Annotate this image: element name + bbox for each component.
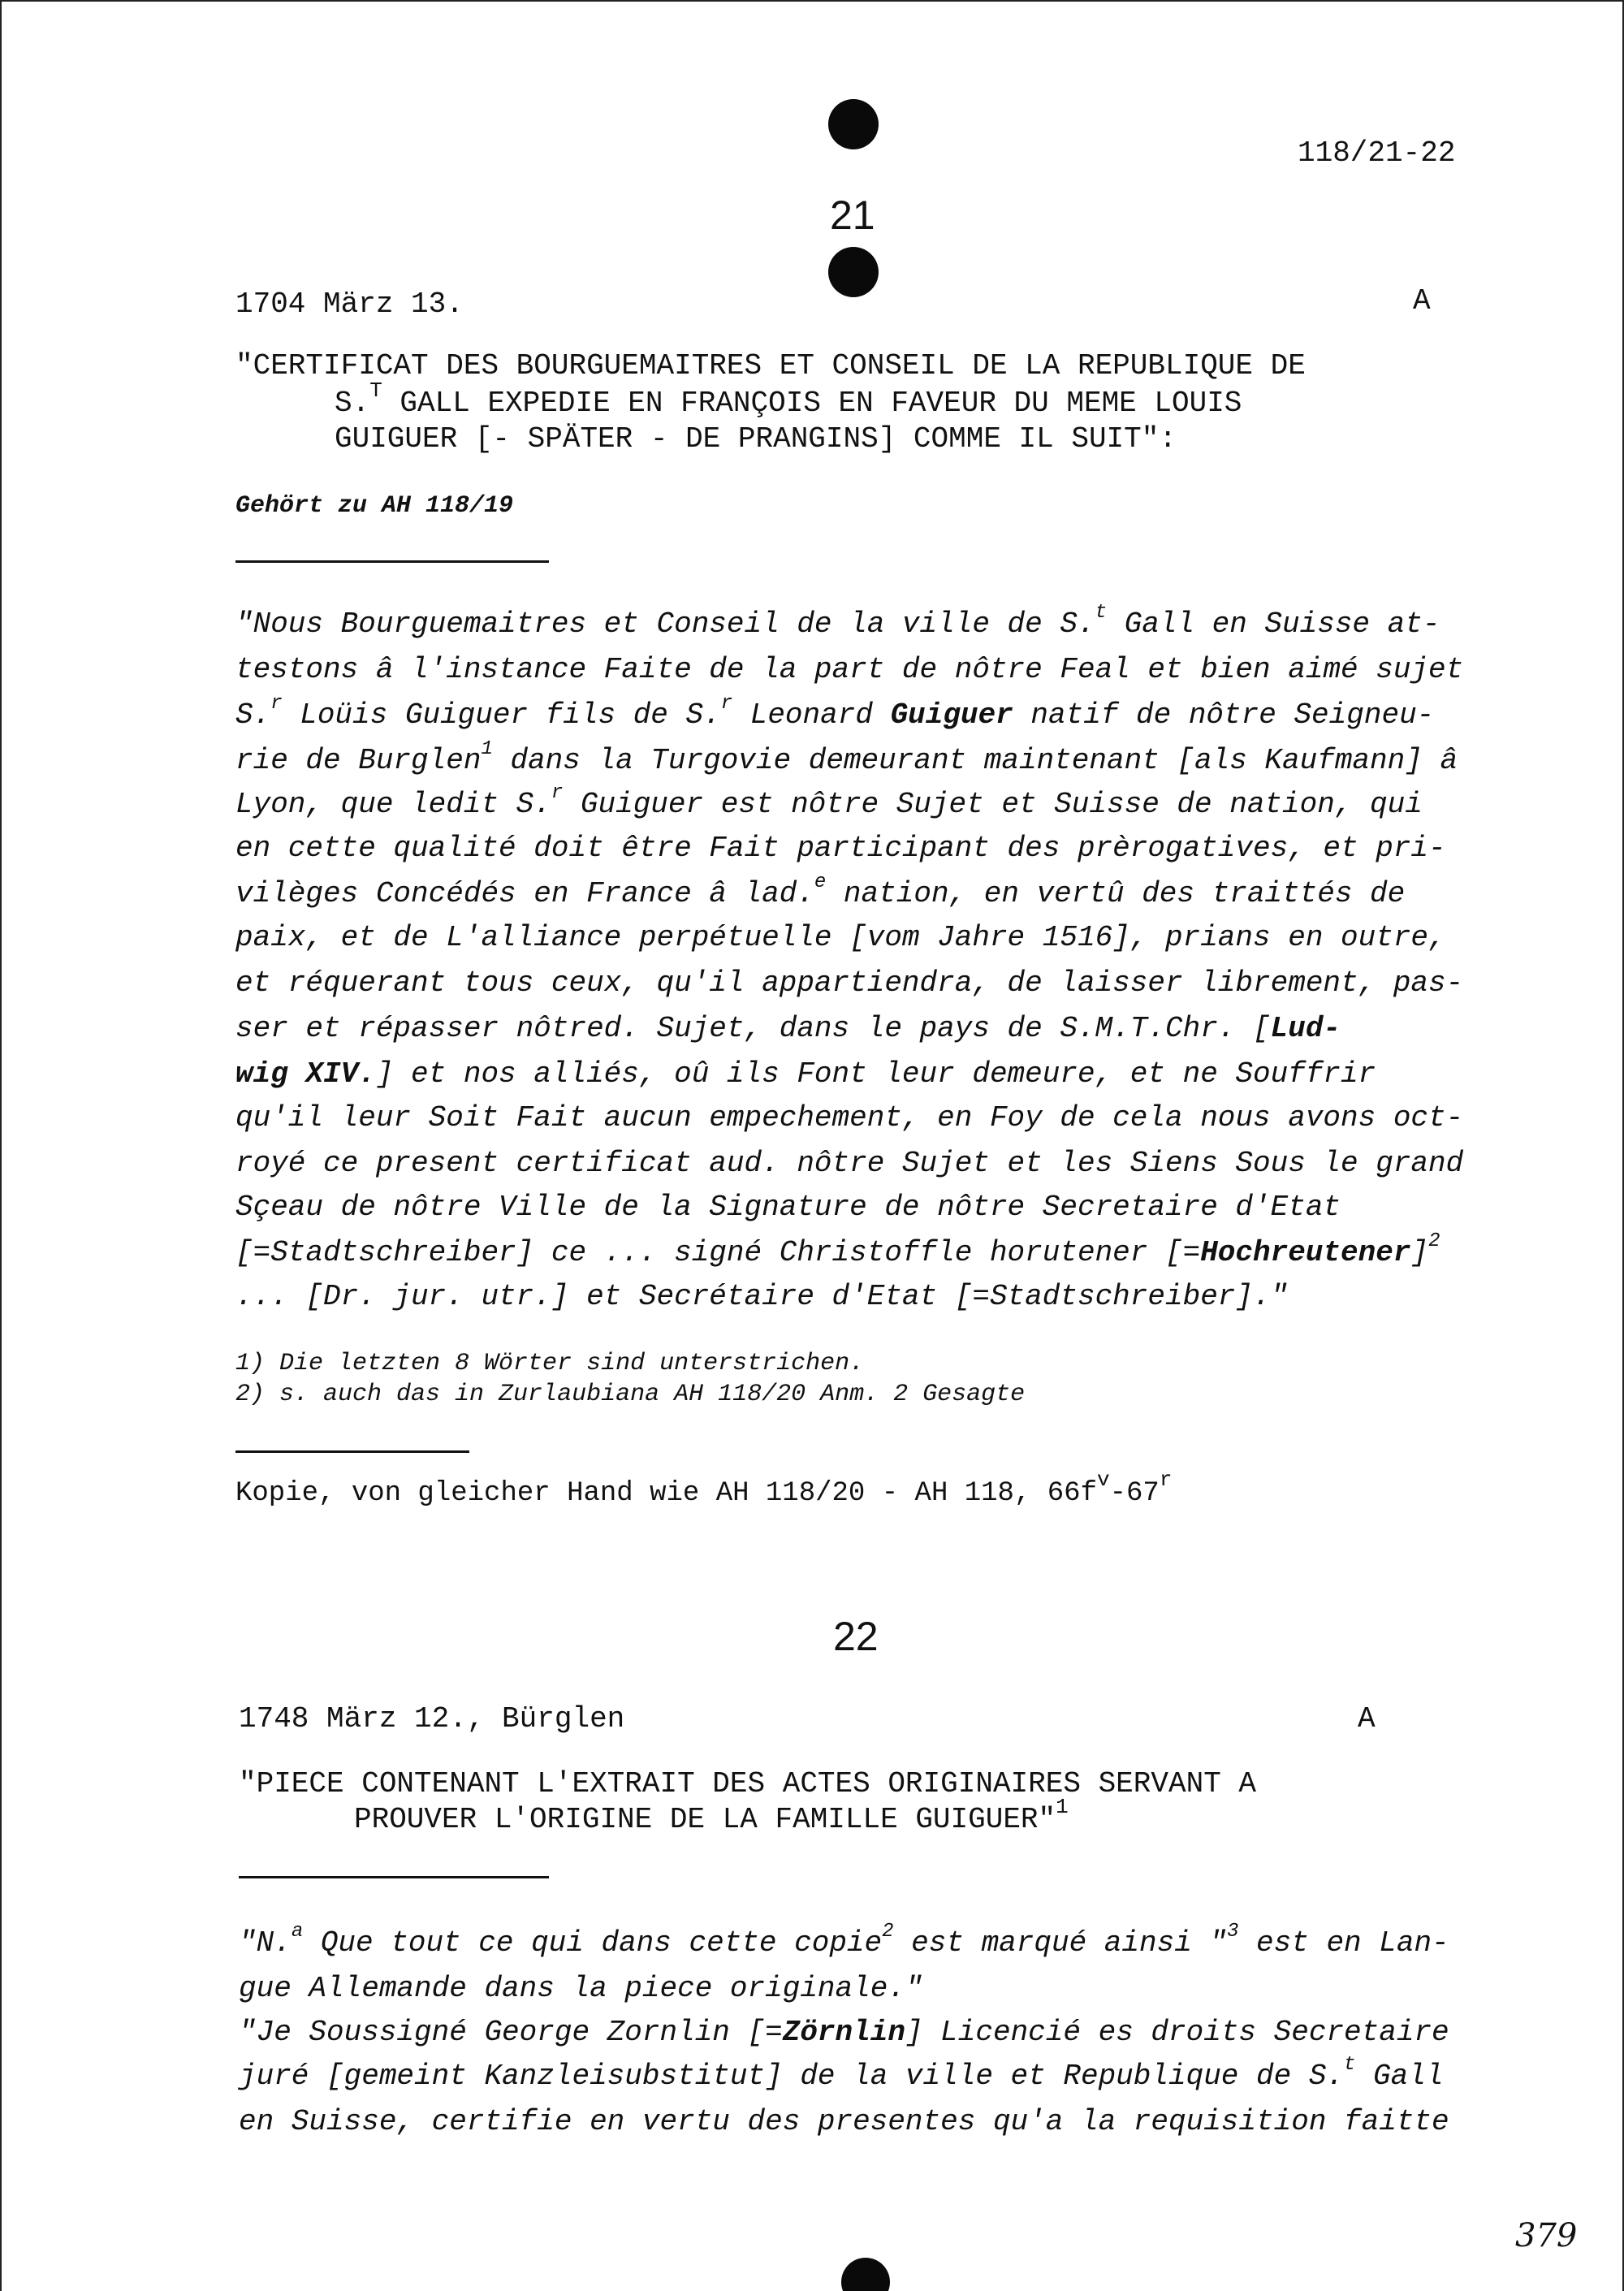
body-line: ... [Dr. jur. utr.] et Secrétaire d'Etat [=Stadtschreiber]." (235, 1280, 1289, 1313)
entry-date-21: 1704 März 13. (235, 287, 464, 321)
body-line: en cette qualité doit être Fait participant des prèrogatives, et pri- (235, 832, 1446, 865)
body-line: paix, et de L'alliance perpétuelle [vom Jahre 1516], prians en outre, (235, 921, 1446, 954)
body-line: testons â l'instance Faite de la part de nôtre Feal et bien aimé sujet (235, 653, 1464, 686)
body-line: rie de Burglen$^1$ dans la Turgovie demeurant maintenant [als Kaufmann] â (235, 738, 1458, 777)
body-line: Sçeau de nôtre Ville de la Signature de nôtre Secretaire d'Etat (235, 1191, 1341, 1224)
source-note-21: Kopie, von gleicher Hand wie AH 118/20 - AH 118, $66f^v-67^r$ (235, 1467, 1173, 1509)
body-line: gue Allemande dans la piece originale." (239, 1972, 923, 2005)
body-line: et réquerant tous ceux, qu'il appartiendra, de laisser librement, pas- (235, 966, 1464, 1000)
footnote-1: 1) Die letzten 8 Wörter sind unterstrichen. (235, 1350, 865, 1377)
document-reference: 118/21-22 (1298, 136, 1456, 170)
body-line: wig XIV.] et nos alliés, oû ils Font leur demeure, et ne Souffrir (235, 1057, 1376, 1091)
entry-letter-21: A (1413, 284, 1431, 318)
page-border-top (0, 0, 1624, 2)
body-line: "N.$^a$ Que tout ce qui dans cette copie$^2$ est marqué ainsi "$^3$ est en Lan- (239, 1921, 1449, 1960)
separator-rule (235, 560, 549, 563)
entry-title-22-line-2: PROUVER L'ORIGINE DE LA FAMILLE GUIGUER"$^1$ (354, 1794, 1069, 1836)
separator-rule (239, 1876, 549, 1878)
entry-title-21-line-2: S.$^T$ GALL EXPEDIE EN FRANÇOIS EN FAVEUR DU MEME LOUIS (335, 378, 1242, 420)
body-line: royé ce present certificat aud. nôtre Sujet et les Siens Sous le grand (235, 1147, 1464, 1180)
punch-hole-middle (828, 247, 879, 297)
entry-letter-22: A (1358, 1702, 1376, 1736)
footnote-2: 2) s. auch das in Zurlaubiana AH 118/20 Anm. 2 Gesagte (235, 1381, 1026, 1408)
page-border-left (0, 0, 2, 2291)
body-line: qu'il leur Soit Fait aucun empechement, en Foy de cela nous avons oct- (235, 1101, 1464, 1135)
entry-number-22: 22 (833, 1614, 879, 1659)
body-line: "Je Soussigné George Zornlin [=Zörnlin] Licencié es droits Secretaire (239, 2016, 1449, 2049)
entry-number-21: 21 (830, 192, 875, 238)
body-line: "Nous Bourguemaitres et Conseil de la ville de S.$^t$ Gall en Suisse at- (235, 602, 1440, 641)
entry-title-21-line-1: "CERTIFICAT DES BOURGUEMAITRES ET CONSEIL DE LA REPUBLIQUE DE (235, 349, 1306, 383)
entry-note-21: Gehört zu AH 118/19 (235, 492, 514, 520)
separator-rule (235, 1450, 469, 1453)
body-line: S.$^r$ Loüis Guiguer fils de S.$^r$ Leonard Guiguer natif de nôtre Seigneu- (235, 693, 1435, 732)
entry-title-22-line-1: "PIECE CONTENANT L'EXTRAIT DES ACTES ORIGINAIRES SERVANT A (239, 1767, 1257, 1800)
body-line: juré [gemeint Kanzleisubstitut] de la ville et Republique de S.$^t$ Gall (239, 2054, 1444, 2093)
body-line: vilèges Concédés en France â lad.$^e$ nation, en vertû des traittés de (235, 871, 1406, 910)
body-line: en Suisse, certifie en vertu des presentes qu'a la requisition faitte (239, 2105, 1449, 2138)
punch-hole-top (828, 99, 879, 149)
entry-title-21-line-3: GUIGUER [- SPÄTER - DE PRANGINS] COMME IL SUIT": (335, 422, 1177, 456)
handwritten-page-number: 379 (1515, 2217, 1578, 2254)
body-line: Lyon, que ledit S.$^r$ Guiguer est nôtre Sujet et Suisse de nation, qui (235, 782, 1423, 821)
entry-date-22: 1748 März 12., Bürglen (239, 1702, 625, 1736)
punch-hole-bottom (841, 2258, 890, 2291)
body-line: [=Stadtschreiber] ce ... signé Christoffle horutener [=Hochreutener]$^2$ (235, 1230, 1440, 1269)
body-line: ser et répasser nôtred. Sujet, dans le pays de S.M.T.Chr. [Lud- (235, 1012, 1341, 1045)
